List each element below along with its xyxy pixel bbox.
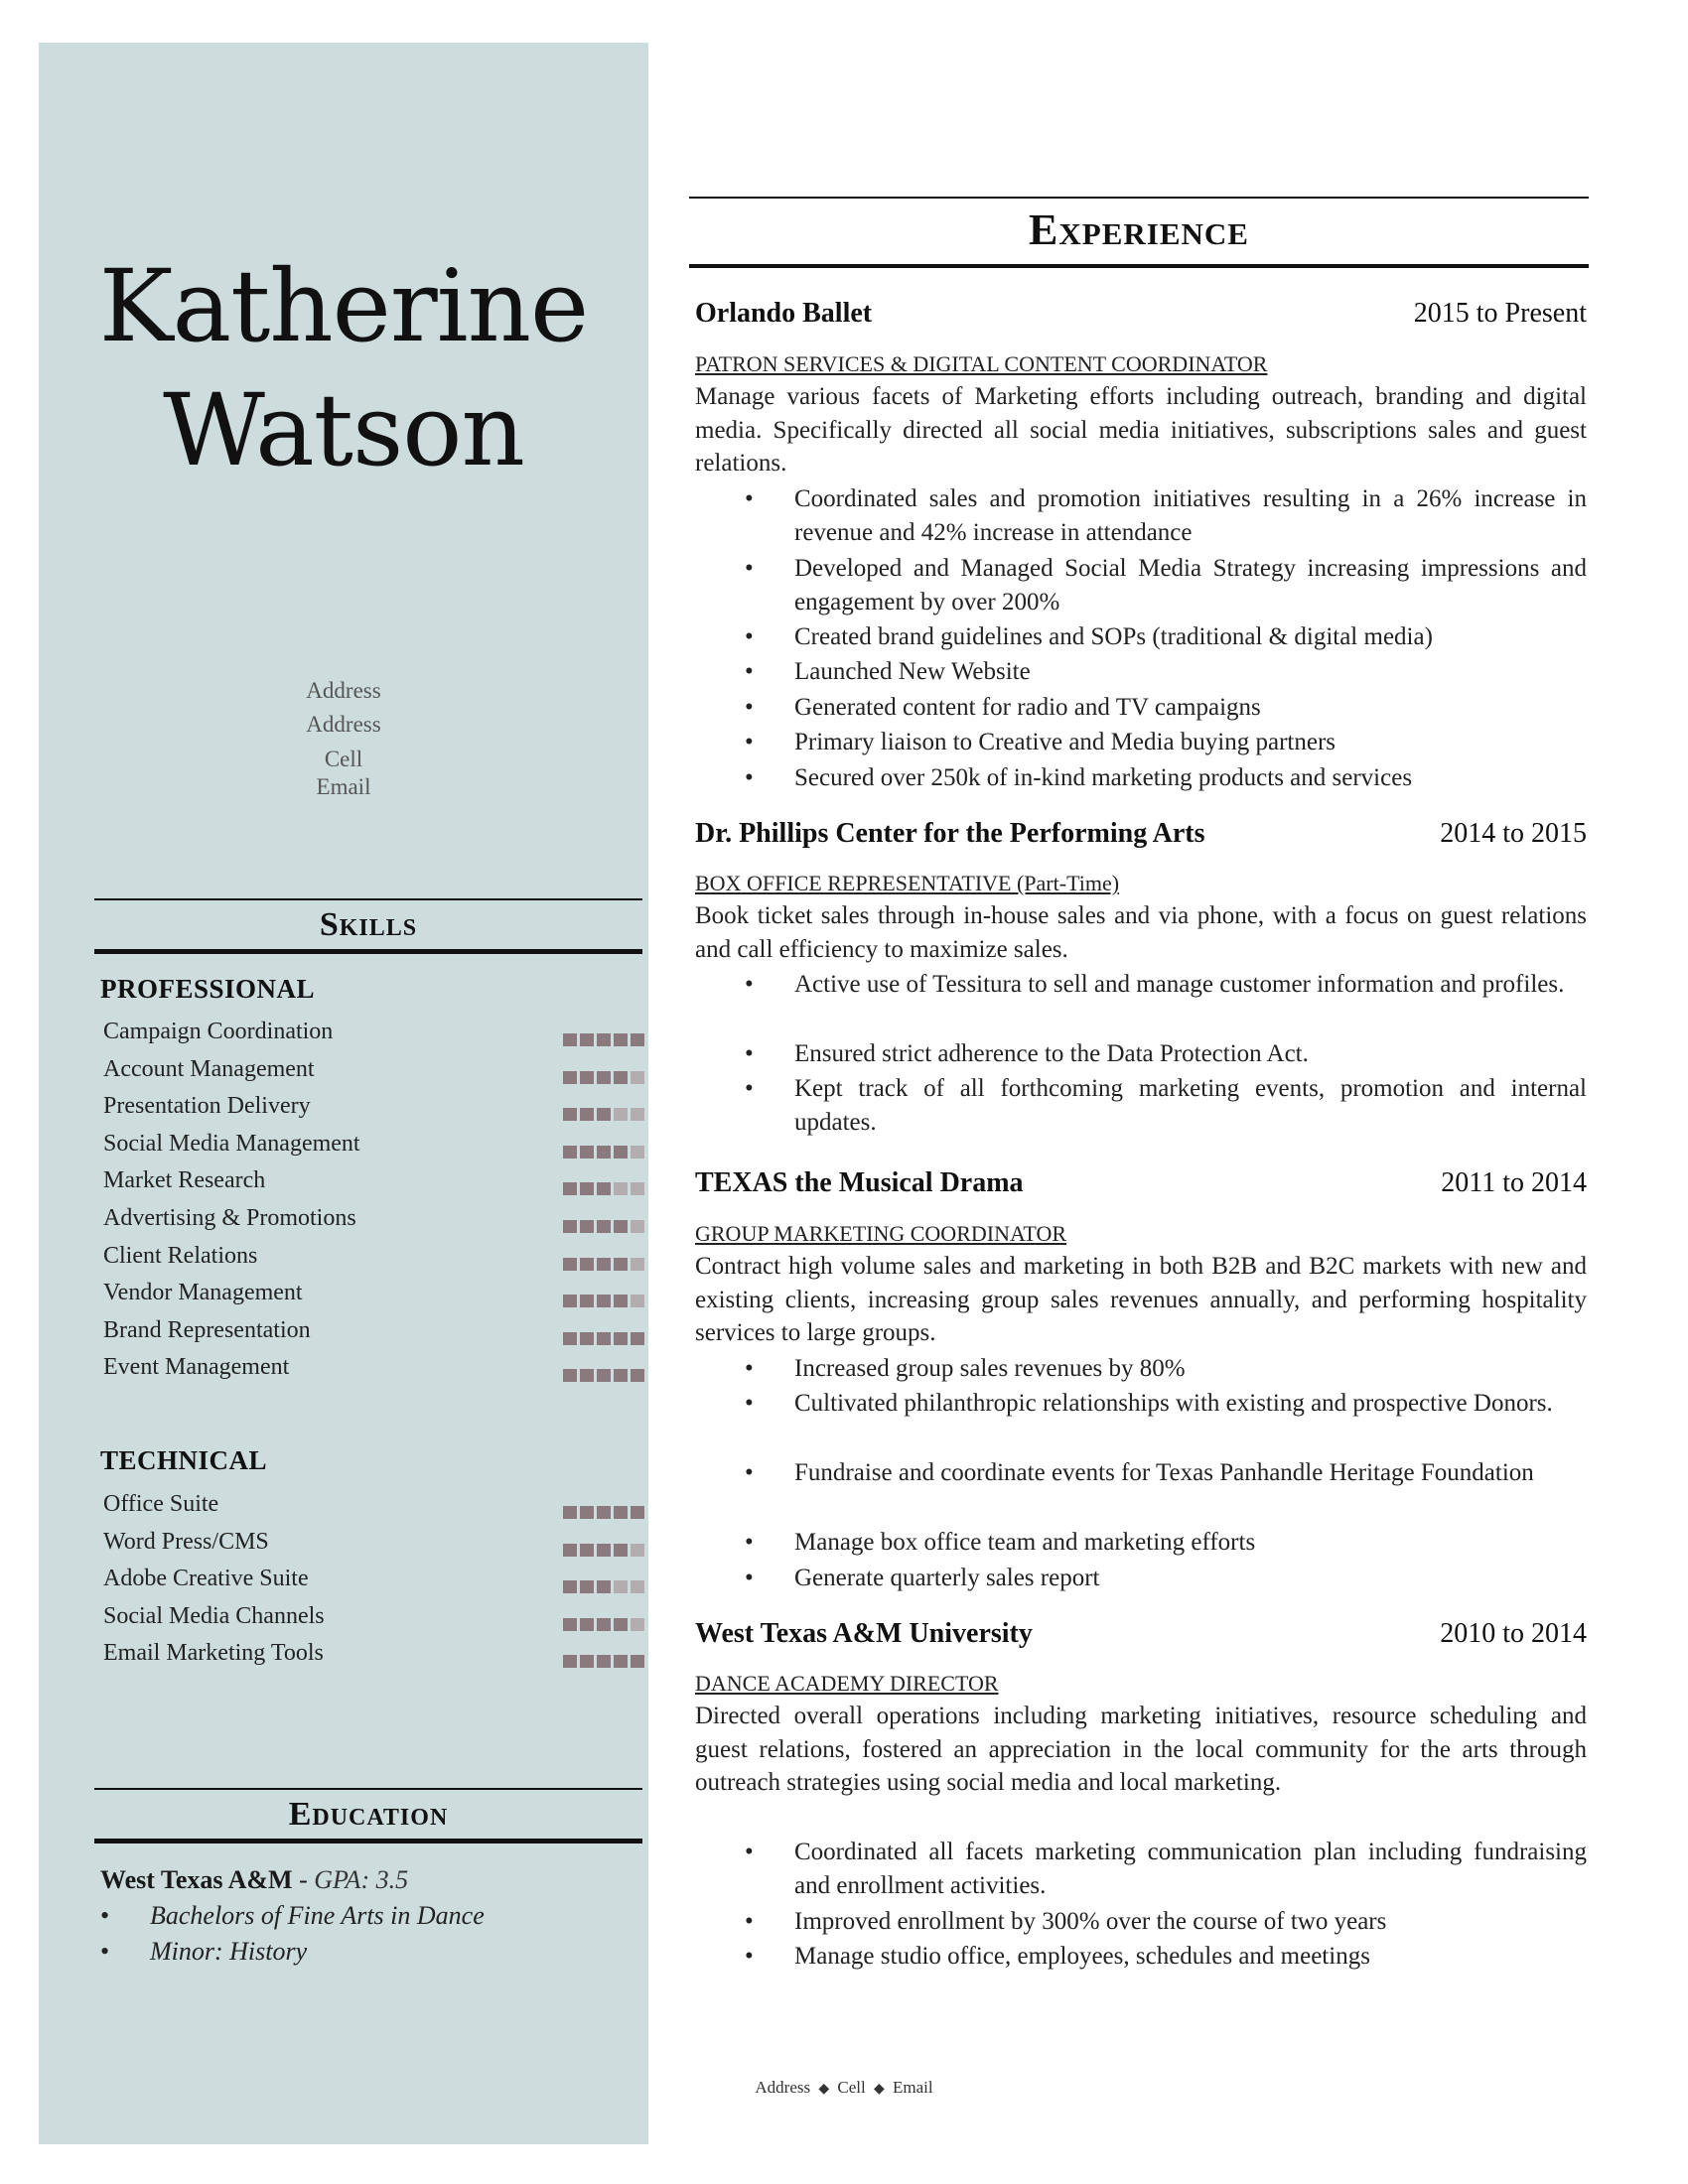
rating-square-empty	[631, 1220, 644, 1233]
rating-square-filled	[631, 1369, 644, 1382]
footer-email: Email	[893, 2078, 933, 2097]
rating-square-filled	[563, 1332, 577, 1345]
skill-rating	[563, 1108, 644, 1121]
skill-name: Brand Representation	[103, 1316, 311, 1343]
education-item-text: Bachelors of Fine Arts in Dance	[150, 1901, 485, 1930]
job-bullet-text: Developed and Managed Social Media Strategy increasing impressions and engagement by over 200%	[794, 555, 1587, 615]
contact-block	[39, 674, 648, 801]
job-role: PATRON SERVICES & DIGITAL CONTENT COORDINATOR	[695, 351, 1268, 376]
job-employer: West Texas A&M University	[695, 1618, 1033, 1649]
rating-square-filled	[563, 1369, 577, 1382]
skill-row	[103, 1529, 639, 1567]
bullet: •	[745, 764, 754, 791]
skill-rating	[563, 1655, 644, 1668]
education-title: Education	[288, 1796, 449, 1833]
job-bullet-text: Launched New Website	[794, 658, 1031, 685]
job-summary: Manage various facets of Marketing efforts including outreach, branding and digital media. Specifically directed all social media initiatives, subscriptions sales and guest relations.	[695, 383, 1587, 477]
rating-square-filled	[614, 1146, 628, 1159]
skill-row	[103, 1243, 639, 1281]
job-bullet-text: Coordinated sales and promotion initiatives resulting in a 26% increase in revenue and 42% increase in attendance	[794, 485, 1587, 546]
skill-name: Event Management	[103, 1354, 290, 1381]
professional-skill-list	[103, 1019, 639, 1392]
rating-square-filled	[631, 1332, 644, 1345]
skill-name: Office Suite	[103, 1491, 219, 1517]
experience-title: Experience	[1029, 205, 1249, 254]
rating-square-filled	[614, 1618, 628, 1631]
rating-square-filled	[631, 1506, 644, 1519]
skill-rating	[563, 1033, 644, 1046]
job-dates: 2015 to Present	[1413, 298, 1587, 329]
job-bullet-text: Ensured strict adherence to the Data Protection Act.	[794, 1040, 1309, 1067]
skill-row	[103, 1640, 639, 1678]
contact-email: Email	[316, 774, 371, 799]
job-summary: Contract high volume sales and marketing in both B2B and B2C markets with new and existing clients, increasing group sales revenues annually, and performing hospitality services to large groups.	[695, 1253, 1587, 1346]
bullet: •	[745, 623, 754, 650]
skill-row	[103, 1566, 639, 1603]
rating-square-filled	[614, 1544, 628, 1557]
job-bullet-text: Cultivated philanthropic relationships with existing and prospective Donors.	[794, 1390, 1553, 1417]
skill-row	[103, 1019, 639, 1056]
job-employer: TEXAS the Musical Drama	[695, 1167, 1024, 1198]
bullet: •	[745, 1565, 754, 1591]
job-bullet-text: Manage box office team and marketing efforts	[794, 1529, 1256, 1556]
skills-title: Skills	[319, 906, 418, 943]
rating-square-filled	[563, 1146, 577, 1159]
bullet: •	[745, 729, 754, 755]
skill-name: Presentation Delivery	[103, 1093, 311, 1120]
footer-cell: Cell	[837, 2078, 866, 2097]
rating-square-filled	[563, 1071, 577, 1084]
job-bullet-text: Manage studio office, employees, schedules and meetings	[794, 1943, 1370, 1970]
rating-square-filled	[614, 1506, 628, 1519]
job-bullet-text: Fundraise and coordinate events for Texas Panhandle Heritage Foundation	[794, 1459, 1534, 1486]
rating-square-filled	[580, 1544, 594, 1557]
rating-square-filled	[563, 1506, 577, 1519]
bullet: •	[745, 694, 754, 721]
job-bullet-text: Increased group sales revenues by 80%	[794, 1355, 1186, 1382]
job-role: GROUP MARKETING COORDINATOR	[695, 1221, 1067, 1246]
skill-name: Adobe Creative Suite	[103, 1566, 309, 1592]
job-bullet-text: Generate quarterly sales report	[794, 1565, 1100, 1591]
bullet: •	[745, 658, 754, 685]
bullet: •	[100, 1937, 110, 1966]
job-dates: 2014 to 2015	[1440, 818, 1587, 849]
divider	[689, 264, 1589, 268]
skill-row	[103, 1317, 639, 1355]
skill-name: Client Relations	[103, 1242, 258, 1269]
skill-name: Market Research	[103, 1167, 266, 1194]
rating-square-filled	[597, 1108, 611, 1121]
footer-contact	[0, 2078, 1688, 2098]
rating-square-filled	[631, 1033, 644, 1046]
job-bullet-text: Secured over 250k of in-kind marketing products and services	[794, 764, 1413, 791]
rating-square-filled	[597, 1332, 611, 1345]
skill-name: Campaign Coordination	[103, 1019, 334, 1044]
job-bullet-text: Kept track of all forthcoming marketing events, promotion and internal updates.	[794, 1075, 1587, 1136]
bullet: •	[745, 485, 754, 512]
divider	[94, 1839, 642, 1843]
education-school-line	[100, 1865, 408, 1895]
rating-square-filled	[614, 1369, 628, 1382]
skill-rating	[563, 1618, 644, 1631]
rating-square-filled	[597, 1146, 611, 1159]
job-employer: Dr. Phillips Center for the Performing Arts	[695, 818, 1205, 849]
bullet: •	[745, 1839, 754, 1865]
skill-rating	[563, 1506, 644, 1519]
rating-square-filled	[597, 1369, 611, 1382]
professional-heading: PROFESSIONAL	[100, 974, 316, 1004]
job-bullet-text: Generated content for radio and TV campaigns	[794, 694, 1261, 721]
rating-square-filled	[580, 1146, 594, 1159]
skill-rating	[563, 1071, 644, 1084]
last-name: Watson	[163, 372, 524, 488]
rating-square-empty	[631, 1295, 644, 1307]
skill-rating	[563, 1332, 644, 1345]
sidebar	[39, 43, 648, 2144]
rating-square-filled	[614, 1071, 628, 1084]
rating-square-filled	[563, 1544, 577, 1557]
job-dates: 2010 to 2014	[1440, 1618, 1587, 1649]
rating-square-filled	[580, 1332, 594, 1345]
skills-header	[94, 898, 642, 954]
rating-square-filled	[563, 1033, 577, 1046]
rating-square-filled	[597, 1258, 611, 1271]
skill-name: Word Press/CMS	[103, 1528, 269, 1555]
rating-square-filled	[580, 1220, 594, 1233]
divider	[94, 949, 642, 954]
skill-name: Social Media Management	[103, 1130, 360, 1157]
first-name: Katherine	[98, 248, 589, 364]
rating-square-filled	[580, 1369, 594, 1382]
rating-square-empty	[631, 1146, 644, 1159]
rating-square-filled	[597, 1071, 611, 1084]
job-role: DANCE ACADEMY DIRECTOR	[695, 1671, 999, 1696]
skill-rating	[563, 1182, 644, 1195]
bullet: •	[745, 1908, 754, 1935]
rating-square-filled	[597, 1295, 611, 1307]
skill-name: Advertising & Promotions	[103, 1204, 356, 1231]
rating-square-filled	[614, 1220, 628, 1233]
job-employer: Orlando Ballet	[695, 298, 873, 329]
skill-row	[103, 1354, 639, 1392]
skill-row	[103, 1167, 639, 1205]
rating-square-filled	[580, 1182, 594, 1195]
rating-square-filled	[614, 1332, 628, 1345]
rating-square-empty	[614, 1182, 628, 1195]
skill-row	[103, 1056, 639, 1094]
skill-rating	[563, 1220, 644, 1233]
bullet: •	[745, 1075, 754, 1102]
rating-square-filled	[614, 1033, 628, 1046]
rating-square-empty	[614, 1108, 628, 1121]
rating-square-filled	[580, 1655, 594, 1668]
rating-square-filled	[597, 1182, 611, 1195]
rating-square-empty	[631, 1108, 644, 1121]
skill-row	[103, 1491, 639, 1529]
rating-square-filled	[580, 1258, 594, 1271]
skill-row	[103, 1205, 639, 1243]
rating-square-filled	[580, 1295, 594, 1307]
rating-square-filled	[597, 1655, 611, 1668]
divider	[94, 1788, 642, 1790]
divider	[94, 898, 642, 900]
skill-rating	[563, 1146, 644, 1159]
rating-square-filled	[563, 1258, 577, 1271]
rating-square-filled	[563, 1580, 577, 1593]
rating-square-filled	[597, 1618, 611, 1631]
rating-square-filled	[580, 1580, 594, 1593]
job-summary: Directed overall operations including marketing initiatives, resource scheduling and guest relations, fostered an appreciation in the local community for the arts through outreach strategies using social media and local marketing.	[695, 1703, 1587, 1796]
rating-square-filled	[580, 1618, 594, 1631]
skill-rating	[563, 1580, 644, 1593]
rating-square-filled	[563, 1295, 577, 1307]
diamond-icon: ◆	[873, 2082, 885, 2097]
rating-square-filled	[580, 1108, 594, 1121]
skill-rating	[563, 1295, 644, 1307]
education-item-text: Minor: History	[150, 1937, 308, 1966]
technical-heading: TECHNICAL	[100, 1445, 268, 1475]
contact-address-1: Address	[306, 678, 381, 703]
bullet: •	[745, 1459, 754, 1486]
contact-address-2: Address	[306, 712, 381, 737]
skill-name: Vendor Management	[103, 1280, 303, 1306]
rating-square-empty	[631, 1544, 644, 1557]
rating-square-filled	[580, 1033, 594, 1046]
technical-skill-list	[103, 1491, 639, 1678]
rating-square-filled	[597, 1033, 611, 1046]
job-bullet-text: Improved enrollment by 300% over the course of two years	[794, 1908, 1387, 1935]
job-dates: 2011 to 2014	[1441, 1167, 1587, 1198]
rating-square-filled	[631, 1655, 644, 1668]
rating-square-filled	[597, 1544, 611, 1557]
rating-square-filled	[614, 1258, 628, 1271]
skill-name: Account Management	[103, 1055, 315, 1082]
rating-square-filled	[597, 1506, 611, 1519]
divider	[689, 197, 1589, 199]
rating-square-empty	[631, 1258, 644, 1271]
skill-rating	[563, 1544, 644, 1557]
rating-square-filled	[563, 1108, 577, 1121]
skill-row	[103, 1603, 639, 1641]
rating-square-empty	[614, 1580, 628, 1593]
rating-square-empty	[631, 1071, 644, 1084]
skill-name: Email Marketing Tools	[103, 1640, 324, 1667]
job-bullet-text: Coordinated all facets marketing communication plan including fundraising and enrollment activities.	[794, 1839, 1587, 1899]
job-bullet-text: Active use of Tessitura to sell and manage customer information and profiles.	[794, 971, 1565, 998]
education-header	[94, 1788, 642, 1843]
rating-square-filled	[580, 1506, 594, 1519]
rating-square-filled	[597, 1580, 611, 1593]
skill-name: Social Media Channels	[103, 1602, 325, 1629]
rating-square-empty	[631, 1618, 644, 1631]
bullet: •	[745, 971, 754, 998]
job-bullet-text: Created brand guidelines and SOPs (traditional & digital media)	[794, 623, 1433, 650]
footer-address: Address	[755, 2078, 811, 2097]
bullet: •	[745, 1390, 754, 1417]
education-school: West Texas A&M	[100, 1865, 293, 1894]
contact-cell: Cell	[324, 747, 363, 771]
rating-square-filled	[563, 1655, 577, 1668]
skill-row	[103, 1280, 639, 1317]
bullet: •	[100, 1901, 110, 1930]
skill-rating	[563, 1258, 644, 1271]
rating-square-filled	[580, 1071, 594, 1084]
skill-row	[103, 1093, 639, 1131]
education-gpa: GPA: 3.5	[314, 1865, 409, 1894]
bullet: •	[745, 1943, 754, 1970]
rating-square-filled	[563, 1220, 577, 1233]
rating-square-filled	[563, 1182, 577, 1195]
experience-header	[689, 197, 1589, 268]
rating-square-filled	[614, 1655, 628, 1668]
bullet: •	[745, 555, 754, 582]
education-dash: -	[299, 1865, 315, 1894]
rating-square-filled	[563, 1618, 577, 1631]
bullet: •	[745, 1355, 754, 1382]
bullet: •	[745, 1040, 754, 1067]
job-bullet-text: Primary liaison to Creative and Media buying partners	[794, 729, 1336, 755]
skill-rating	[563, 1369, 644, 1382]
rating-square-filled	[614, 1295, 628, 1307]
diamond-icon: ◆	[818, 2082, 830, 2097]
rating-square-empty	[631, 1182, 644, 1195]
rating-square-empty	[631, 1580, 644, 1593]
bullet: •	[745, 1529, 754, 1556]
rating-square-filled	[597, 1220, 611, 1233]
job-role: BOX OFFICE REPRESENTATIVE (Part-Time)	[695, 871, 1120, 895]
job-summary: Book ticket sales through in-house sales and via phone, with a focus on guest relations and call efficiency to maximize sales.	[695, 902, 1587, 963]
skill-row	[103, 1131, 639, 1168]
